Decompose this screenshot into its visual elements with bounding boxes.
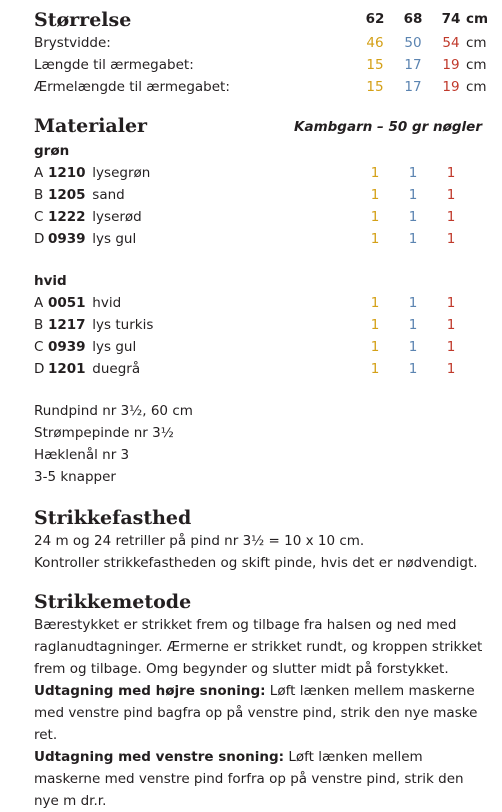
- pattern-page: [34, 8, 489, 812]
- qty-74: 1: [446, 339, 456, 355]
- qty-68: 1: [408, 295, 418, 311]
- right-twist-label: Udtagning med højre snoning:: [34, 683, 266, 699]
- yarn-number: 0051: [48, 295, 86, 311]
- gauge-section: [34, 506, 486, 574]
- list-item: Rundpind nr 3½, 60 cm: [34, 403, 193, 419]
- method-intro: Bærestykket er strikket frem og tilbage fra halsen og ned med raglanudtagninger. Ærmerne er strikket rundt, og kroppen strikket frem og tilbage. Omg begynder og slutter midt på forstykket.: [34, 617, 483, 677]
- yarn-type: Kambgarn – 50 gr nøgler: [294, 119, 482, 135]
- qty-62: 1: [370, 317, 380, 333]
- size-title: Størrelse: [34, 9, 132, 31]
- value-68: 17: [404, 57, 422, 73]
- yarn-color: lyserød: [92, 209, 142, 225]
- list-item: Strømpepinde nr 3½: [34, 425, 174, 441]
- method-right-twist: [34, 680, 486, 746]
- yarn-number: 0939: [48, 231, 86, 247]
- list-item: [34, 336, 486, 358]
- yarn-color: sand: [92, 187, 125, 203]
- gauge-line: Kontroller strikkefastheden og skift pinde, hvis det er nødvendigt.: [34, 555, 478, 571]
- size-62: 62: [365, 11, 385, 27]
- size-header: [34, 8, 489, 32]
- yarn-color: lys gul: [92, 231, 137, 247]
- gauge-title: Strikkefasthed: [34, 507, 192, 529]
- qty-74: 1: [446, 187, 456, 203]
- yarn-color: lys gul: [92, 339, 137, 355]
- list-item: Hæklenål nr 3: [34, 447, 130, 463]
- value-74: 54: [442, 35, 460, 51]
- qty-68: 1: [408, 339, 418, 355]
- right-twist-text: Løft lænken mellem maskerne med venstre pind bagfra op på venstre pind, strik den nye maske ret.: [34, 683, 478, 743]
- qty-62: 1: [370, 187, 380, 203]
- qty-68: 1: [408, 165, 418, 181]
- list-item: [34, 184, 486, 206]
- qty-74: 1: [446, 295, 456, 311]
- value-62: 46: [366, 35, 384, 51]
- gauge-line: 24 m og 24 retriller på pind nr 3½ = 10 x 10 cm.: [34, 533, 365, 549]
- size-row-sleeve: [34, 76, 486, 98]
- yarn-code: C: [34, 339, 44, 355]
- yarn-code: A: [34, 295, 44, 311]
- row-label: Længde til ærmegabet:: [34, 57, 194, 73]
- row-label: Ærmelængde til ærmegabet:: [34, 79, 230, 95]
- method-left-twist: [34, 746, 486, 812]
- size-74: 74: [441, 11, 461, 27]
- yarn-number: 0939: [48, 339, 86, 355]
- unit: cm: [466, 35, 487, 51]
- yarn-code: C: [34, 209, 44, 225]
- yarn-color: lys turkis: [92, 317, 154, 333]
- list-item: [34, 206, 486, 228]
- method-section: [34, 590, 486, 812]
- material-group-white: [34, 270, 486, 380]
- yarn-code: D: [34, 231, 45, 247]
- left-twist-text: Løft lænken mellem maskerne med venstre pind forfra op på venstre pind, strik den nye m dr.r.: [34, 749, 464, 809]
- size-unit: cm: [466, 11, 489, 27]
- yarn-number: 1205: [48, 187, 86, 203]
- qty-62: 1: [370, 295, 380, 311]
- group-name: grøn: [34, 143, 70, 159]
- qty-62: 1: [370, 231, 380, 247]
- list-item: [34, 358, 486, 380]
- value-68: 17: [404, 79, 422, 95]
- list-item: [34, 292, 486, 314]
- qty-74: 1: [446, 317, 456, 333]
- list-item: [34, 314, 486, 336]
- yarn-code: B: [34, 317, 44, 333]
- size-68: 68: [403, 11, 423, 27]
- size-row-bust: [34, 32, 486, 54]
- qty-74: 1: [446, 209, 456, 225]
- qty-68: 1: [408, 231, 418, 247]
- qty-68: 1: [408, 209, 418, 225]
- value-62: 15: [366, 57, 384, 73]
- yarn-code: B: [34, 187, 44, 203]
- qty-62: 1: [370, 209, 380, 225]
- yarn-number: 1201: [48, 361, 86, 377]
- qty-68: 1: [408, 317, 418, 333]
- list-item: [34, 228, 486, 250]
- row-label: Brystvidde:: [34, 35, 111, 51]
- qty-62: 1: [370, 339, 380, 355]
- yarn-number: 1217: [48, 317, 86, 333]
- left-twist-label: Udtagning med venstre snoning:: [34, 749, 285, 765]
- list-item: 3-5 knapper: [34, 469, 116, 485]
- value-74: 19: [442, 79, 460, 95]
- yarn-color: hvid: [92, 295, 122, 311]
- yarn-number: 1210: [48, 165, 86, 181]
- yarn-number: 1222: [48, 209, 86, 225]
- qty-74: 1: [446, 165, 456, 181]
- material-group-green: [34, 140, 486, 250]
- size-row-length: [34, 54, 486, 76]
- yarn-code: D: [34, 361, 45, 377]
- qty-68: 1: [408, 361, 418, 377]
- value-68: 50: [404, 35, 422, 51]
- qty-62: 1: [370, 361, 380, 377]
- value-62: 15: [366, 79, 384, 95]
- qty-74: 1: [446, 231, 456, 247]
- yarn-code: A: [34, 165, 44, 181]
- unit: cm: [466, 57, 487, 73]
- qty-74: 1: [446, 361, 456, 377]
- qty-68: 1: [408, 187, 418, 203]
- method-title: Strikkemetode: [34, 591, 192, 613]
- yarn-color: lysegrøn: [92, 165, 151, 181]
- list-item: [34, 162, 486, 184]
- tools-list: [34, 400, 486, 488]
- yarn-color: duegrå: [92, 361, 141, 377]
- group-name: hvid: [34, 273, 67, 289]
- value-74: 19: [442, 57, 460, 73]
- unit: cm: [466, 79, 487, 95]
- materials-title: Materialer: [34, 115, 148, 137]
- materials-header: [34, 114, 486, 140]
- qty-62: 1: [370, 165, 380, 181]
